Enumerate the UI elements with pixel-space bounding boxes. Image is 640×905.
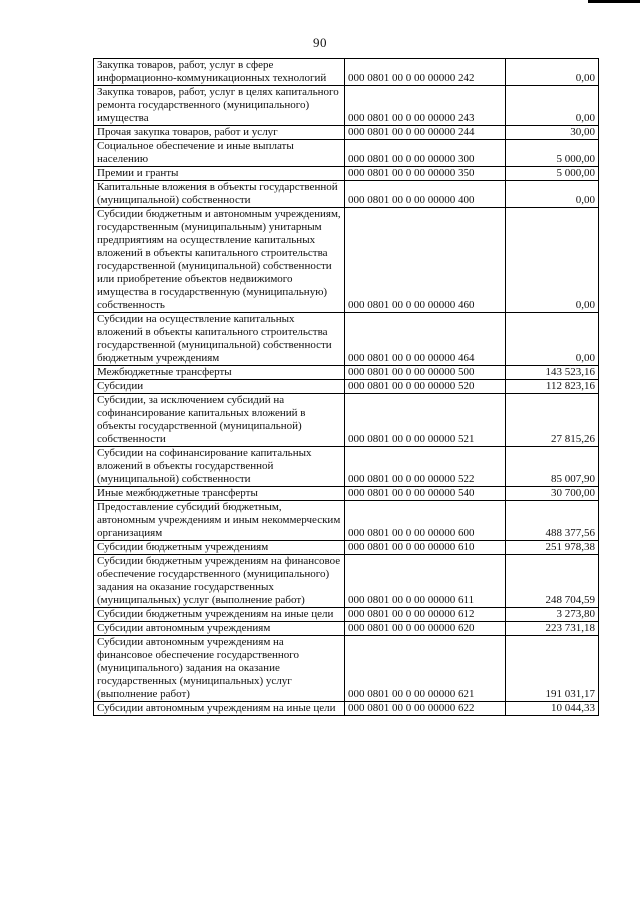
table-row xyxy=(94,636,599,702)
row-code-cell: 000 0801 00 0 00 00000 242 xyxy=(344,59,505,86)
table-row xyxy=(94,313,599,366)
row-amount-cell: 0,00 xyxy=(505,59,598,86)
table-row xyxy=(94,181,599,208)
table-row xyxy=(94,555,599,608)
row-code-cell: 000 0801 00 0 00 00000 522 xyxy=(344,447,505,487)
row-name-cell: Субсидии автономным учреждениям xyxy=(94,622,345,636)
budget-table-body xyxy=(94,59,599,716)
table-row xyxy=(94,380,599,394)
row-amount-cell: 143 523,16 xyxy=(505,366,598,380)
row-name-cell: Субсидии на осуществление капитальных вложений в объекты капитального строительства государственной (муниципальной) собственности бюджетным учреждениям xyxy=(94,313,345,366)
row-code-cell: 000 0801 00 0 00 00000 244 xyxy=(344,126,505,140)
row-amount-cell: 0,00 xyxy=(505,313,598,366)
table-row xyxy=(94,394,599,447)
row-name-cell: Иные межбюджетные трансферты xyxy=(94,487,345,501)
row-name-cell: Субсидии бюджетным учреждениям на финансовое обеспечение государственного (муниципального) задания на оказание государственных (муниципальных) услуг (выполнение работ) xyxy=(94,555,345,608)
row-code-cell: 000 0801 00 0 00 00000 460 xyxy=(344,208,505,313)
row-code-cell: 000 0801 00 0 00 00000 243 xyxy=(344,86,505,126)
table-row xyxy=(94,608,599,622)
row-code-cell: 000 0801 00 0 00 00000 521 xyxy=(344,394,505,447)
row-name-cell: Межбюджетные трансферты xyxy=(94,366,345,380)
row-code-cell: 000 0801 00 0 00 00000 600 xyxy=(344,501,505,541)
row-name-cell: Социальное обеспечение и иные выплаты населению xyxy=(94,140,345,167)
table-row xyxy=(94,501,599,541)
table-row xyxy=(94,487,599,501)
row-amount-cell: 251 978,38 xyxy=(505,541,598,555)
row-code-cell: 000 0801 00 0 00 00000 622 xyxy=(344,702,505,716)
row-amount-cell: 5 000,00 xyxy=(505,140,598,167)
row-name-cell: Субсидии автономным учреждениям на финансовое обеспечение государственного (муниципального) задания на оказание государственных (муниципальных) услуг (выполнение работ) xyxy=(94,636,345,702)
table-row xyxy=(94,366,599,380)
row-code-cell: 000 0801 00 0 00 00000 611 xyxy=(344,555,505,608)
corner-scan-mark xyxy=(588,0,640,3)
row-code-cell: 000 0801 00 0 00 00000 464 xyxy=(344,313,505,366)
row-amount-cell: 0,00 xyxy=(505,208,598,313)
row-amount-cell: 248 704,59 xyxy=(505,555,598,608)
row-amount-cell: 488 377,56 xyxy=(505,501,598,541)
table-row xyxy=(94,59,599,86)
table-row xyxy=(94,140,599,167)
row-code-cell: 000 0801 00 0 00 00000 400 xyxy=(344,181,505,208)
table-row xyxy=(94,208,599,313)
row-amount-cell: 0,00 xyxy=(505,86,598,126)
row-code-cell: 000 0801 00 0 00 00000 500 xyxy=(344,366,505,380)
row-amount-cell: 85 007,90 xyxy=(505,447,598,487)
row-name-cell: Закупка товаров, работ, услуг в целях капитального ремонта государственного (муниципального) имущества xyxy=(94,86,345,126)
row-code-cell: 000 0801 00 0 00 00000 540 xyxy=(344,487,505,501)
table-row xyxy=(94,447,599,487)
row-amount-cell: 191 031,17 xyxy=(505,636,598,702)
table-row xyxy=(94,622,599,636)
budget-table xyxy=(93,58,599,716)
row-amount-cell: 112 823,16 xyxy=(505,380,598,394)
row-name-cell: Прочая закупка товаров, работ и услуг xyxy=(94,126,345,140)
row-amount-cell: 3 273,80 xyxy=(505,608,598,622)
row-amount-cell: 223 731,18 xyxy=(505,622,598,636)
row-amount-cell: 10 044,33 xyxy=(505,702,598,716)
row-amount-cell: 5 000,00 xyxy=(505,167,598,181)
row-name-cell: Субсидии автономным учреждениям на иные цели xyxy=(94,702,345,716)
row-amount-cell: 30 700,00 xyxy=(505,487,598,501)
row-name-cell: Предоставление субсидий бюджетным, автономным учреждениям и иным некоммерческим организациям xyxy=(94,501,345,541)
page-number: 90 xyxy=(313,35,327,50)
row-name-cell: Премии и гранты xyxy=(94,167,345,181)
row-code-cell: 000 0801 00 0 00 00000 350 xyxy=(344,167,505,181)
table-row xyxy=(94,86,599,126)
row-code-cell: 000 0801 00 0 00 00000 610 xyxy=(344,541,505,555)
row-code-cell: 000 0801 00 0 00 00000 300 xyxy=(344,140,505,167)
row-name-cell: Субсидии бюджетным и автономным учреждениям, государственным (муниципальным) унитарным предприятиям на осуществление капитальных вложений в объекты капитального строительства государственной (муниципальной) собственности или приобретение объектов недвижимого имущества в государственную (муниципальную) собственность xyxy=(94,208,345,313)
row-amount-cell: 30,00 xyxy=(505,126,598,140)
row-amount-cell: 27 815,26 xyxy=(505,394,598,447)
row-code-cell: 000 0801 00 0 00 00000 620 xyxy=(344,622,505,636)
row-code-cell: 000 0801 00 0 00 00000 520 xyxy=(344,380,505,394)
row-name-cell: Субсидии бюджетным учреждениям xyxy=(94,541,345,555)
table-row xyxy=(94,702,599,716)
row-code-cell: 000 0801 00 0 00 00000 612 xyxy=(344,608,505,622)
table-row xyxy=(94,541,599,555)
table-row xyxy=(94,167,599,181)
row-amount-cell: 0,00 xyxy=(505,181,598,208)
table-row xyxy=(94,126,599,140)
row-name-cell: Субсидии xyxy=(94,380,345,394)
row-name-cell: Субсидии бюджетным учреждениям на иные цели xyxy=(94,608,345,622)
row-name-cell: Капитальные вложения в объекты государственной (муниципальной) собственности xyxy=(94,181,345,208)
row-name-cell: Субсидии на софинансирование капитальных вложений в объекты государственной (муниципальной) собственности xyxy=(94,447,345,487)
row-name-cell: Закупка товаров, работ, услуг в сфере информационно-коммуникационных технологий xyxy=(94,59,345,86)
row-code-cell: 000 0801 00 0 00 00000 621 xyxy=(344,636,505,702)
row-name-cell: Субсидии, за исключением субсидий на софинансирование капитальных вложений в объекты государственной (муниципальной) собственности xyxy=(94,394,345,447)
